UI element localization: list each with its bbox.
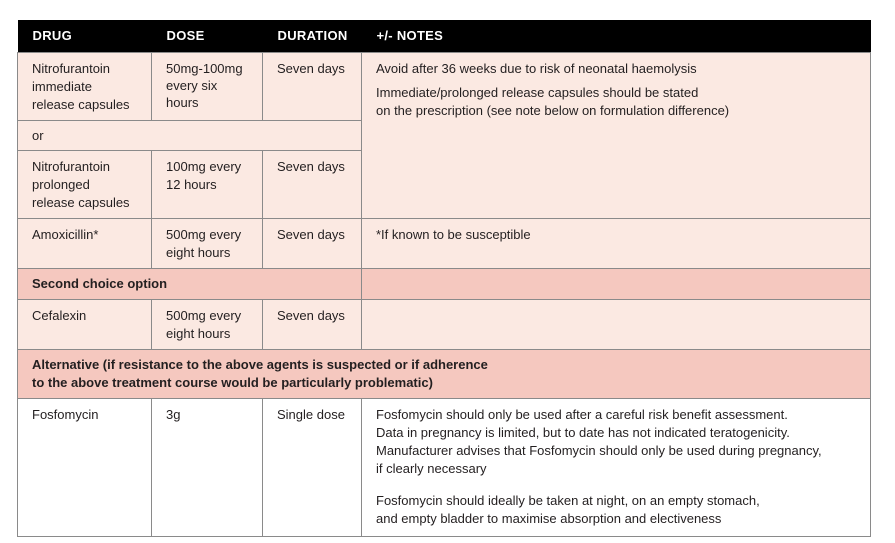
table-row bbox=[18, 300, 871, 350]
duration-cell: Seven days bbox=[263, 53, 362, 121]
dose-cell: 3g bbox=[152, 399, 263, 537]
drug-cell bbox=[18, 53, 152, 121]
notes-text: Manufacturer advises that Fosfomycin should only be used during pregnancy, bbox=[376, 443, 822, 458]
notes-text: and empty bladder to maximise absorption and electiveness bbox=[376, 511, 722, 526]
dose-cell bbox=[152, 151, 263, 219]
drug-text: prolonged bbox=[32, 177, 90, 192]
drug-text: release capsules bbox=[32, 97, 130, 112]
duration-cell: Seven days bbox=[263, 219, 362, 269]
drug-table-container bbox=[17, 20, 870, 537]
header-duration: DURATION bbox=[263, 20, 362, 53]
drug-text: release capsules bbox=[32, 195, 130, 210]
notes-cell bbox=[362, 53, 871, 219]
dose-cell bbox=[152, 219, 263, 269]
dose-text: 50mg-100mg bbox=[166, 61, 243, 76]
section-heading-alternative bbox=[18, 350, 871, 399]
table-row bbox=[18, 53, 871, 121]
dose-text: hours bbox=[166, 95, 199, 110]
duration-cell: Seven days bbox=[263, 300, 362, 350]
notes-text: Avoid after 36 weeks due to risk of neonatal haemolysis bbox=[376, 61, 697, 76]
duration-cell: Seven days bbox=[263, 151, 362, 219]
dose-text: eight hours bbox=[166, 326, 231, 341]
table-row bbox=[18, 399, 871, 537]
section-heading-text: to the above treatment course would be particularly problematic) bbox=[32, 375, 433, 390]
dose-cell bbox=[152, 53, 263, 121]
table-header-row bbox=[18, 20, 871, 53]
drug-cell bbox=[18, 151, 152, 219]
dose-text: every six bbox=[166, 78, 218, 93]
dose-text: 500mg every bbox=[166, 227, 242, 242]
header-drug: DRUG bbox=[18, 20, 152, 53]
notes-text: Immediate/prolonged release capsules should be stated bbox=[376, 85, 699, 100]
header-dose: DOSE bbox=[152, 20, 263, 53]
table-row bbox=[18, 219, 871, 269]
section-row bbox=[18, 269, 871, 300]
drug-text: Nitrofurantoin bbox=[32, 61, 111, 76]
dose-text: eight hours bbox=[166, 245, 231, 260]
dose-text: 500mg every bbox=[166, 308, 242, 323]
drug-text: Nitrofurantoin bbox=[32, 159, 111, 174]
notes-text: on the prescription (see note below on formulation difference) bbox=[376, 103, 730, 118]
notes-paragraph bbox=[376, 492, 862, 528]
notes-paragraph bbox=[376, 84, 862, 120]
drug-cell: Amoxicillin* bbox=[18, 219, 152, 269]
drug-cell: Fosfomycin bbox=[18, 399, 152, 537]
drug-dosing-table bbox=[17, 20, 871, 537]
notes-text: Data in pregnancy is limited, but to date has not indicated teratogenicity. bbox=[376, 425, 790, 440]
header-notes: +/- NOTES bbox=[362, 20, 871, 53]
dose-cell bbox=[152, 300, 263, 350]
section-heading-empty bbox=[362, 269, 871, 300]
duration-cell: Single dose bbox=[263, 399, 362, 537]
section-row bbox=[18, 350, 871, 399]
or-cell: or bbox=[18, 121, 362, 151]
notes-cell bbox=[362, 399, 871, 537]
notes-paragraph bbox=[376, 406, 862, 478]
dose-text: 12 hours bbox=[166, 177, 217, 192]
notes-cell: *If known to be susceptible bbox=[362, 219, 871, 269]
notes-cell bbox=[362, 300, 871, 350]
section-heading-text: Alternative (if resistance to the above agents is suspected or if adherence bbox=[32, 357, 488, 372]
notes-text: if clearly necessary bbox=[376, 461, 487, 476]
drug-cell: Cefalexin bbox=[18, 300, 152, 350]
section-heading-second-choice: Second choice option bbox=[18, 269, 362, 300]
notes-text: Fosfomycin should only be used after a careful risk benefit assessment. bbox=[376, 407, 788, 422]
dose-text: 100mg every bbox=[166, 159, 242, 174]
notes-text: Fosfomycin should ideally be taken at night, on an empty stomach, bbox=[376, 493, 760, 508]
drug-text: immediate bbox=[32, 79, 92, 94]
